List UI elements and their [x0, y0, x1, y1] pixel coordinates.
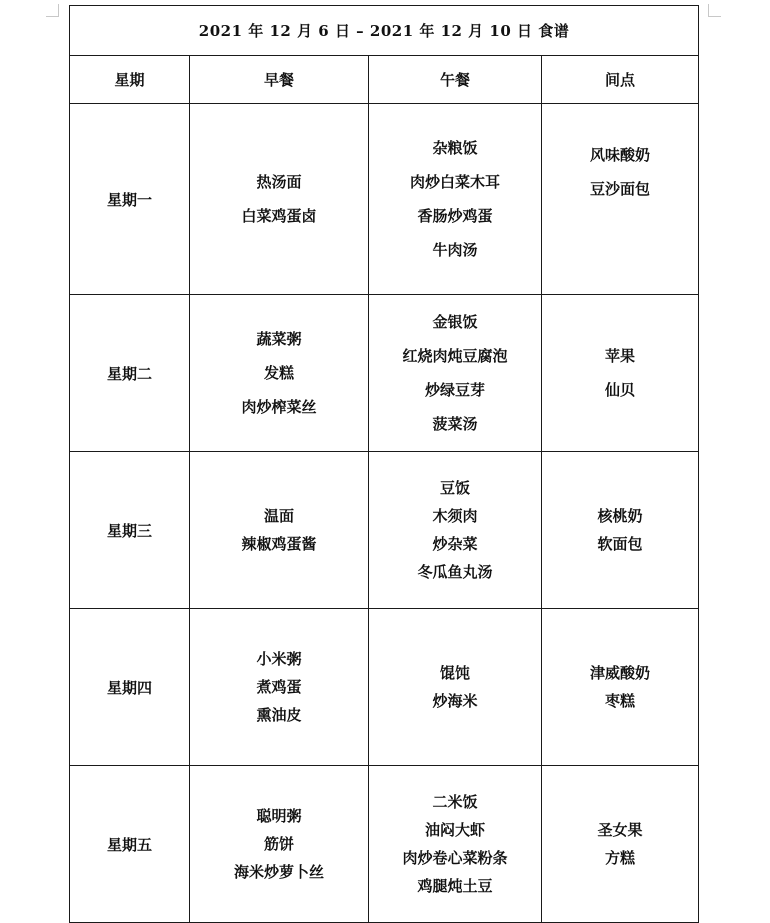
menu-item: 二米饭 [432, 793, 478, 811]
menu-item: 油闷大虾 [424, 821, 485, 839]
header-lunch: 午餐 [369, 56, 542, 104]
table-row [70, 295, 699, 452]
header-day: 星期 [70, 56, 190, 104]
header-breakfast: 早餐 [190, 56, 369, 104]
menu-item: 仙贝 [605, 381, 636, 399]
menu-item: 炒绿豆芽 [424, 381, 485, 399]
day-label: 星期一 [70, 104, 190, 295]
title-row [70, 6, 699, 56]
breakfast-cell [190, 766, 369, 923]
menu-item: 金银饭 [432, 313, 478, 331]
menu-item: 辣椒鸡蛋酱 [241, 535, 317, 553]
menu-item: 风味酸奶 [590, 146, 651, 164]
menu-item: 炒海米 [432, 692, 478, 710]
menu-item: 聪明粥 [256, 807, 302, 825]
breakfast-cell [190, 452, 369, 609]
menu-item: 核桃奶 [597, 507, 643, 525]
menu-item: 肉炒榨菜丝 [241, 398, 317, 416]
lunch-cell [369, 295, 542, 452]
day-label: 星期四 [70, 609, 190, 766]
header-snack: 间点 [542, 56, 699, 104]
menu-item: 豆沙面包 [590, 180, 651, 198]
header-row [70, 56, 699, 104]
menu-item: 木须肉 [432, 507, 478, 525]
menu-item: 冬瓜鱼丸汤 [417, 563, 493, 581]
table-row [70, 104, 699, 295]
day-label: 星期三 [70, 452, 190, 609]
snack-cell [542, 295, 699, 452]
menu-item: 白菜鸡蛋卤 [241, 207, 317, 225]
menu-item: 菠菜汤 [432, 415, 478, 433]
menu-item: 热汤面 [256, 173, 302, 191]
menu-item: 小米粥 [256, 650, 302, 668]
menu-table [69, 5, 699, 923]
lunch-cell [369, 452, 542, 609]
menu-item: 肉炒白菜木耳 [409, 173, 500, 191]
menu-item: 圣女果 [597, 821, 643, 839]
menu-item: 软面包 [597, 535, 643, 553]
menu-item: 温面 [263, 507, 294, 525]
table-row [70, 766, 699, 923]
lunch-cell [369, 104, 542, 295]
breakfast-cell [190, 295, 369, 452]
menu-title: 2021 年 12 月 6 日 – 2021 年 12 月 10 日 食谱 [70, 6, 699, 56]
menu-item: 豆饭 [439, 479, 470, 497]
menu-item: 蔬菜粥 [256, 330, 302, 348]
page-corner-mark-left [46, 4, 59, 17]
snack-cell [542, 766, 699, 923]
lunch-cell [369, 766, 542, 923]
snack-cell [542, 609, 699, 766]
menu-item: 枣糕 [605, 692, 636, 710]
menu-item: 杂粮饭 [432, 139, 478, 157]
page-corner-mark-right [708, 4, 721, 17]
menu-item: 炒杂菜 [432, 535, 478, 553]
day-label: 星期五 [70, 766, 190, 923]
menu-item: 筋饼 [263, 835, 294, 853]
table-row [70, 452, 699, 609]
table-row [70, 609, 699, 766]
menu-item: 肉炒卷心菜粉条 [402, 849, 508, 867]
menu-item: 熏油皮 [256, 706, 302, 724]
menu-item: 苹果 [605, 347, 636, 365]
menu-item: 海米炒萝卜丝 [233, 863, 324, 881]
menu-item: 牛肉汤 [432, 241, 478, 259]
menu-item: 方糕 [605, 849, 636, 867]
menu-item: 馄饨 [439, 664, 470, 682]
menu-item: 香肠炒鸡蛋 [417, 207, 493, 225]
breakfast-cell [190, 609, 369, 766]
menu-item: 鸡腿炖土豆 [417, 877, 493, 895]
menu-item: 煮鸡蛋 [256, 678, 302, 696]
breakfast-cell [190, 104, 369, 295]
menu-item: 津威酸奶 [590, 664, 651, 682]
menu-item: 红烧肉炖豆腐泡 [402, 347, 508, 365]
menu-item: 发糕 [263, 364, 294, 382]
snack-cell [542, 452, 699, 609]
snack-cell [542, 104, 699, 295]
day-label: 星期二 [70, 295, 190, 452]
lunch-cell [369, 609, 542, 766]
